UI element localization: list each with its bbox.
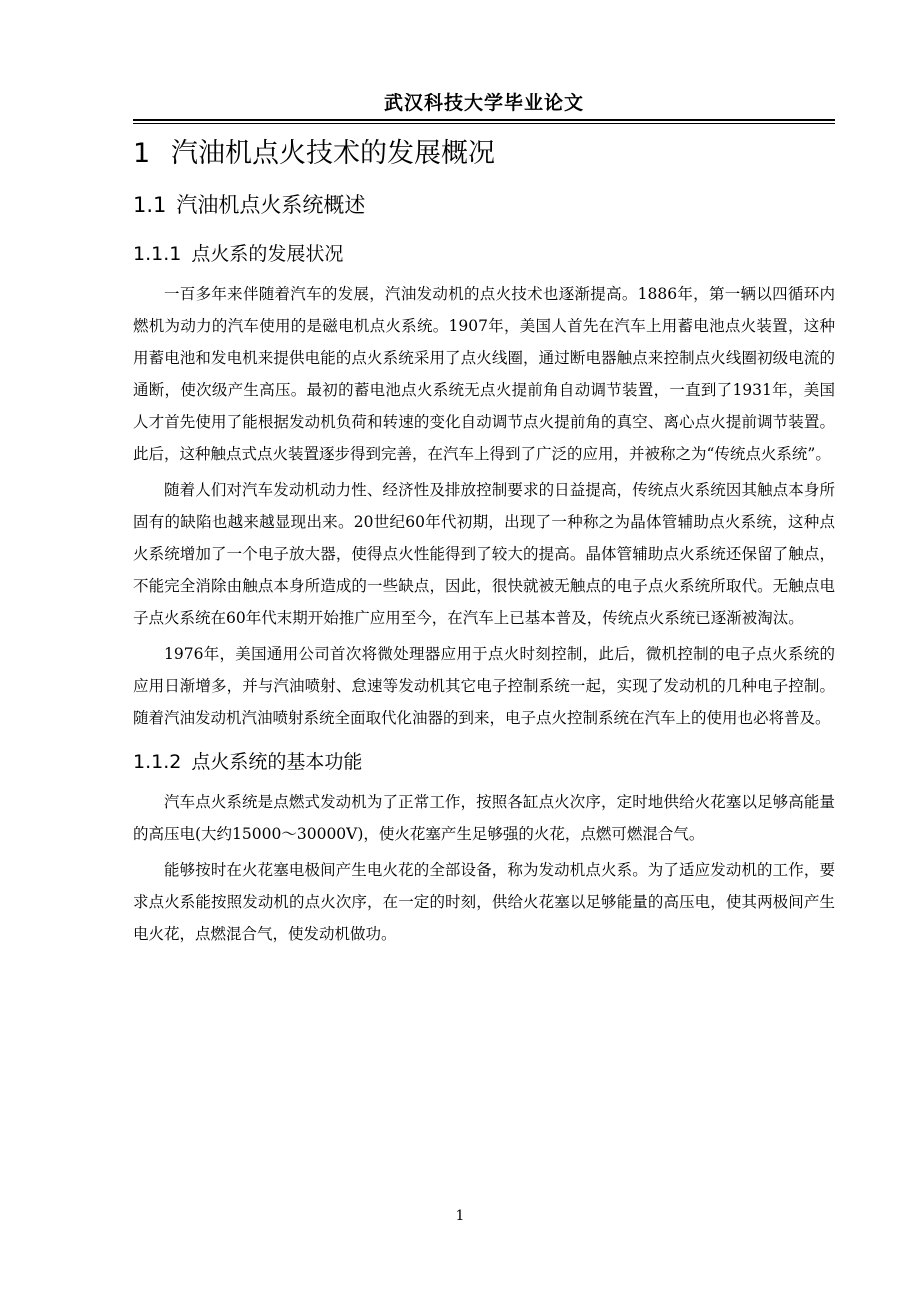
section-number: 1.1 (133, 193, 167, 217)
paragraph: 随着人们对汽车发动机动力性、经济性及排放控制要求的日益提高，传统点火系统因其触点本身所固有的缺陷也越来越显现出来。20世纪60年代初期，出现了一种称之为晶体管辅助点火系统，这种点火系统增加了一个电子放大器，使得点火性能得到了较大的提高。晶体管辅助点火系统还保留了触点，不能完全消除由触点本身所造成的一些缺点，因此，很快就被无触点的电子点火系统所取代。无触点电子点火系统在60年代末期开始推广应用至今，在汽车上已基本普及，传统点火系统已逐渐被淘汰。 (133, 481, 835, 627)
subsection-heading-2 (133, 738, 835, 786)
subsection-title: 点火系的发展状况 (191, 243, 344, 265)
paragraph: 能够按时在火花塞电极间产生电火花的全部设备，称为发动机点火系。为了适应发动机的工作，要求点火系能按照发动机的点火次序，在一定的时刻，供给火花塞以足够能量的高压电，使其两极间产生电火花，点燃混合气，使发动机做功。 (133, 861, 835, 943)
section-title: 汽油机点火系统概述 (176, 193, 366, 217)
subsection-number: 1.1.1 (133, 243, 182, 265)
paragraph: 一百多年来伴随着汽车的发展，汽油发动机的点火技术也逐渐提高。1886年，第一辆以四循环内燃机为动力的汽车使用的是磁电机点火系统。1907年，美国人首先在汽车上用蓄电池点火装置，这种用蓄电池和发电机来提供电能的点火系统采用了点火线圈，通过断电器触点来控制点火线圈初级电流的通断，使次级产生高压。最初的蓄电池点火系统无点火提前角自动调节装置，一直到了1931年，美国人才首先使用了能根据发动机负荷和转速的变化自动调节点火提前角的真空、离心点火提前调节装置。此后，这种触点式点火装置逐步得到完善，在汽车上得到了广泛的应用，并被称之为“传统点火系统”。 (133, 285, 835, 463)
running-header: 武汉科技大学毕业论文 (383, 92, 584, 114)
subsection-heading-1 (133, 230, 835, 278)
body-text (133, 128, 835, 954)
subsection-title: 点火系统的基本功能 (191, 751, 363, 773)
chapter-number: 1 (133, 138, 151, 169)
header-rule-thin (133, 123, 835, 124)
paragraph: 汽车点火系统是点燃式发动机为了正常工作，按照各缸点火次序，定时地供给火花塞以足够高能量的高压电(大约15000～30000V)，使火花塞产生足够强的火花，点燃可燃混合气。 (133, 793, 835, 843)
paragraph: 1976年，美国通用公司首次将微处理器应用于点火时刻控制，此后，微机控制的电子点火系统的应用日渐增多，并与汽油喷射、怠速等发动机其它电子控制系统一起，实现了发动机的几种电子控制。随着汽油发动机汽油喷射系统全面取代化油器的到来，电子点火控制系统在汽车上的使用也必将普及。 (133, 645, 835, 727)
section-heading (133, 180, 835, 230)
chapter-heading (133, 128, 835, 180)
header-rule (133, 119, 835, 121)
page-number: 1 (455, 1208, 465, 1224)
chapter-title: 汽油机点火技术的发展概况 (171, 138, 495, 169)
subsection-number: 1.1.2 (133, 751, 182, 773)
